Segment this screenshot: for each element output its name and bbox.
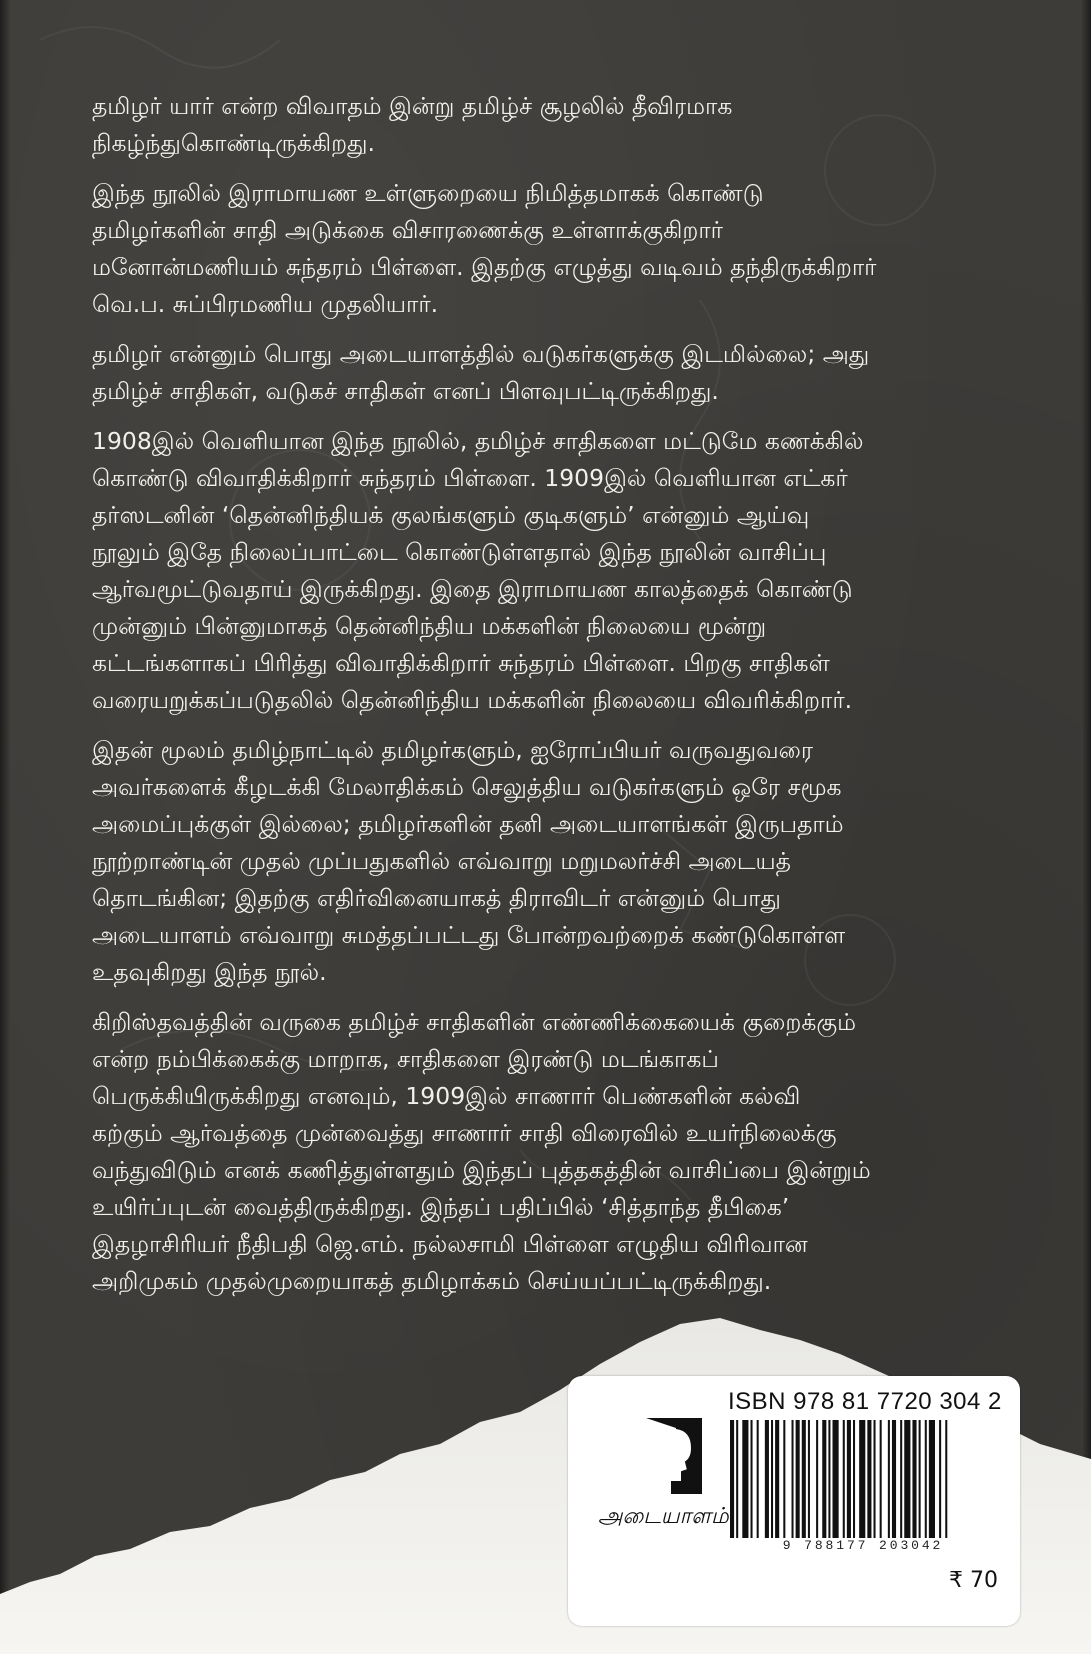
blurb-paragraph-1: தமிழர் யார் என்ற விவாதம் இன்று தமிழ்ச் சூழலில் தீவிரமாக நிகழ்ந்துகொண்டிருக்கிறது. xyxy=(92,92,733,157)
barcode-digits: 9 788177 203042 xyxy=(782,1538,944,1553)
price-label: ₹ 70 xyxy=(949,1568,998,1593)
blurb-text xyxy=(92,88,1022,1313)
blurb-paragraph-4: 1908இல் வெளியான இந்த நூலில், தமிழ்ச் சாதிகளை மட்டுமே கணக்கில் கொண்டு விவாதிக்கிறார் சுந்தரம் பிள்ளை. 1909இல் வெளியான எட்கர் தர்ஸடனின் ‘தென்னிந்தியக் குலங்களும் குடிகளும்’ என்னும் ஆய்வு நூலும் இதே நிலைப்பாட்டை கொண்டுள்ளதால் இந்த நூலின் வாசிப்பு ஆர்வமூட்டுவதாய் இருக்கிறது. இதை இராமாயண காலத்தைக் கொண்டு முன்னும் பின்னுமாகத் தென்னிந்திய மக்களின் நிலையை மூன்று கட்டங்களாகப் பிரித்து விவாதிக்கிறார் சுந்தரம் பிள்ளை. பிறகு சாதிகள் வரையறுக்கப்படுதலில் தென்னிந்திய மக்களின் நிலையை விவரிக்கிறார். xyxy=(92,427,864,714)
publisher-logo-icon xyxy=(646,1418,702,1494)
blurb-paragraph-5: இதன் மூலம் தமிழ்நாட்டில் தமிழர்களும், ஐரோப்பியர் வருவதுவரை அவர்களைக் கீழடக்கி மேலாதிக்கம் செலுத்திய வடுகர்களும் ஒரே சமூக அமைப்புக்குள் இல்லை; தமிழர்களின் தனி அடையாளங்கள் இருபதாம் நூற்றாண்டின் முதல் முப்பதுகளில் எவ்வாறு மறுமலர்ச்சி அடையத் தொடங்கின; இதற்கு எதிர்வினையாகத் திராவிடர் என்னும் பொது அடையாளம் எவ்வாறு சுமத்தப்பட்டது போன்றவற்றைக் கண்டுகொள்ள உதவுகிறது இந்த நூல். xyxy=(92,736,846,986)
barcode-graphic xyxy=(728,1420,1008,1538)
blurb-paragraph-6: கிறிஸ்தவத்தின் வருகை தமிழ்ச் சாதிகளின் எண்ணிக்கையைக் குறைக்கும் என்ற நம்பிக்கைக்கு மாறாக, சாதிகளை இரண்டு மடங்காகப் பெருக்கியிருக்கிறது எனவும், 1909இல் சாணார் பெண்களின் கல்வி கற்கும் ஆர்வத்தை முன்வைத்து சாணார் சாதி விரைவில் உயர்நிலைக்கு வந்துவிடும் எனக் கணித்துள்ளதும் இந்தப் புத்தகத்தின் வாசிப்பை இன்றும் உயிர்ப்புடன் வைத்திருக்கிறது. இந்தப் பதிப்பில் ‘சித்தாந்த தீபிகை’ இதழாசிரியர் நீதிபதி ஜெ.எம். நல்லசாமி பிள்ளை எழுதிய விரிவான அறிமுகம் முதல்முறையாகத் தமிழாக்கம் செய்யப்பட்டிருக்கிறது. xyxy=(92,1008,871,1295)
blurb-paragraph-3: தமிழர் என்னும் பொது அடையாளத்தில் வடுகர்களுக்கு இடமில்லை; அது தமிழ்ச் சாதிகள், வடுகச் சாதிகள் எனப் பிளவுபட்டிருக்கிறது. xyxy=(92,340,870,405)
blurb-paragraph-2: இந்த நூலில் இராமாயண உள்ளுறையை நிமித்தமாகக் கொண்டு தமிழர்களின் சாதி அடுக்கை விசாரணைக்கு உள்ளாக்குகிறார் மனோன்மணியம் சுந்தரம் பிள்ளை. இதற்கு எழுத்து வடிவம் தந்திருக்கிறார் வெ.ப. சுப்பிரமணிய முதலியார். xyxy=(92,179,877,318)
publisher-logo-text: அடையாளம் xyxy=(598,1504,729,1529)
isbn-label xyxy=(568,1376,1020,1626)
isbn-number: ISBN 978 81 7720 304 2 xyxy=(728,1388,1002,1415)
